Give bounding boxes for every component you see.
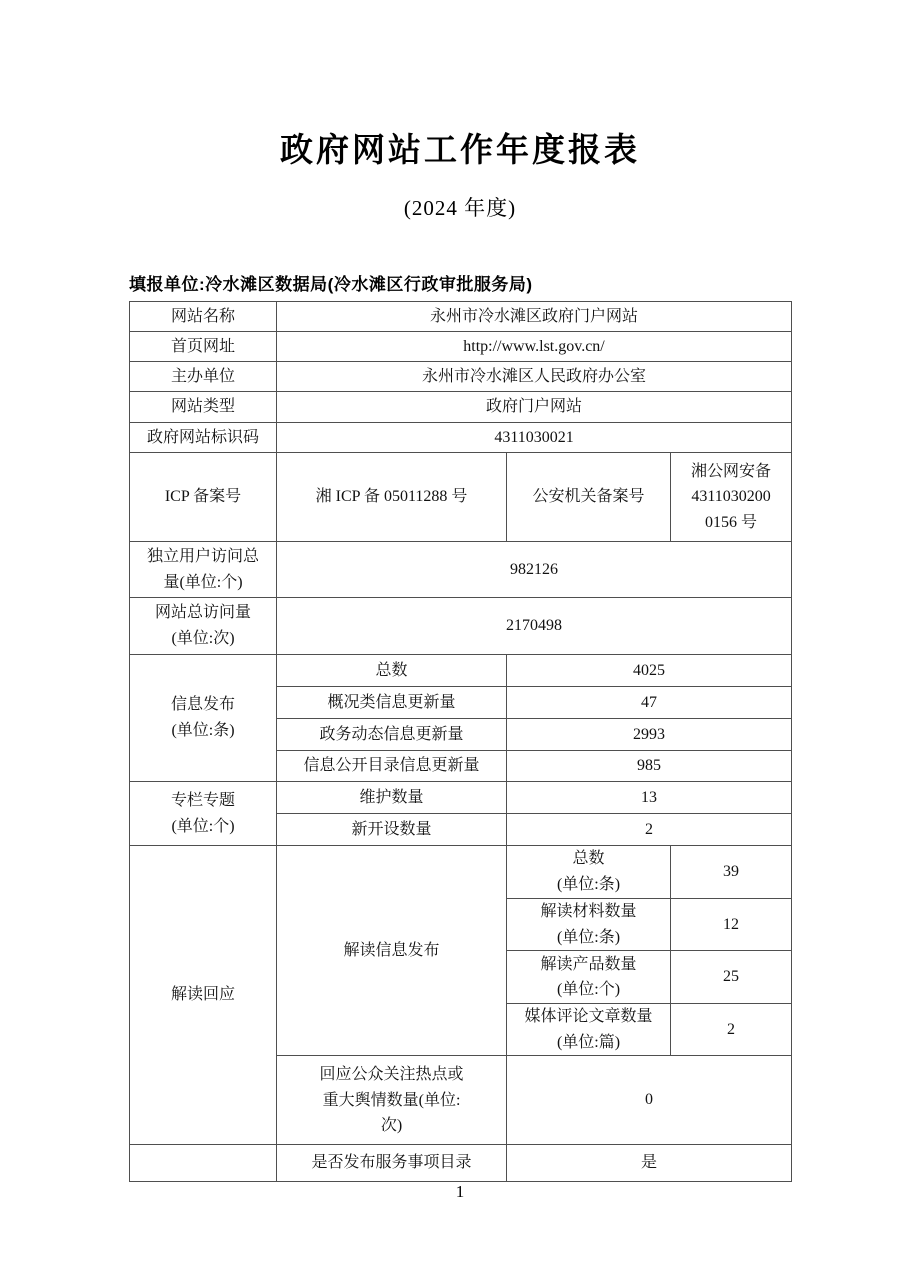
label-line: (单位:个) [171, 817, 235, 835]
homepage-url-value: http://www.lst.gov.cn/ [277, 332, 792, 362]
site-code-label: 政府网站标识码 [130, 423, 277, 453]
new-count-value: 2 [507, 814, 792, 846]
gov-news-update-label: 政务动态信息更新量 [277, 719, 507, 751]
page-number: 1 [455, 1182, 465, 1201]
info-total-value: 4025 [507, 655, 792, 687]
table-row [130, 332, 792, 362]
gov-news-update-value: 2993 [507, 719, 792, 751]
hotspot-response-label [277, 1056, 507, 1145]
info-release-group-label [130, 655, 277, 782]
table-row [130, 392, 792, 423]
info-total-label: 总数 [277, 655, 507, 687]
label-line: (单位:条) [556, 876, 621, 893]
label-line: 解读材料数量 [540, 903, 637, 920]
label-line: 量(单位:个) [163, 573, 243, 591]
label-line: (单位:条) [556, 928, 621, 946]
media-comment-value: 2 [671, 1004, 792, 1056]
website-type-value: 政府门户网站 [277, 392, 792, 423]
interp-total-value: 39 [671, 846, 792, 899]
interpretation-release-label: 解读信息发布 [277, 846, 507, 1056]
table-row [130, 1145, 792, 1182]
label-line: 总数 [572, 850, 605, 868]
website-name-value: 永州市冷水滩区政府门户网站 [277, 302, 792, 332]
new-count-label: 新开设数量 [277, 814, 507, 846]
value-line: 0156 号 [705, 513, 758, 531]
label-line: (单位:次) [171, 630, 235, 647]
overview-update-value: 47 [507, 687, 792, 719]
label-line: 解读产品数量 [540, 955, 637, 973]
police-filing-label: 公安机关备案号 [507, 453, 671, 542]
media-comment-label [507, 1004, 671, 1056]
page-subtitle: (2024 年度) [403, 196, 517, 220]
page-title: 政府网站工作年度报表 [280, 131, 640, 168]
maintained-count-label: 维护数量 [277, 782, 507, 814]
interp-product-label [507, 951, 671, 1004]
table-row [130, 362, 792, 392]
sponsor-value: 永州市冷水滩区人民政府办公室 [277, 362, 792, 392]
reporting-unit-line: 填报单位:冷水滩区数据局(冷水滩区行政审批服务局) [129, 275, 533, 294]
site-code-value: 4311030021 [277, 423, 792, 453]
label-line: 媒体评论文章数量 [524, 1008, 653, 1026]
disclosure-update-value: 985 [507, 751, 792, 782]
website-name-label: 网站名称 [130, 302, 277, 332]
label-line: (单位:条) [171, 722, 235, 739]
overview-update-label: 概况类信息更新量 [277, 687, 507, 719]
icp-filing-value: 湘 ICP 备 05011288 号 [277, 453, 507, 542]
label-line: 独立用户访问总 [146, 547, 259, 565]
total-visits-label [130, 598, 277, 655]
interp-material-label [507, 899, 671, 951]
table-row [130, 542, 792, 598]
table-row [130, 655, 792, 687]
maintained-count-value: 13 [507, 782, 792, 814]
interp-material-value: 12 [671, 899, 792, 951]
website-type-label: 网站类型 [130, 392, 277, 423]
special-topics-group-label [130, 782, 277, 846]
police-filing-value [671, 453, 792, 542]
table-row [130, 782, 792, 814]
value-line: 4311030200 [691, 488, 771, 506]
homepage-url-label: 首页网址 [130, 332, 277, 362]
label-line: (单位:个) [556, 981, 621, 999]
interpretation-group-label: 解读回应 [130, 846, 277, 1145]
table-row [130, 846, 792, 899]
label-line: (单位:篇) [556, 1033, 621, 1051]
empty-cell [130, 1145, 277, 1182]
disclosure-update-label: 信息公开目录信息更新量 [277, 751, 507, 782]
total-visits-value: 2170498 [277, 598, 792, 655]
service-catalog-value: 是 [507, 1145, 792, 1182]
label-line: 次) [380, 1117, 403, 1135]
annual-report-table [129, 301, 792, 1182]
label-line: 信息发布 [170, 696, 235, 714]
interp-total-label [507, 846, 671, 899]
unique-visitors-value: 982126 [277, 542, 792, 598]
interp-product-value: 25 [671, 951, 792, 1004]
unique-visitors-label [130, 542, 277, 598]
hotspot-response-value: 0 [507, 1056, 792, 1145]
value-line: 湘公网安备 [691, 462, 772, 480]
table-row [130, 302, 792, 332]
service-catalog-label: 是否发布服务事项目录 [277, 1145, 507, 1182]
label-line: 网站总访问量 [154, 604, 251, 622]
table-row [130, 598, 792, 655]
label-line: 回应公众关注热点或 [319, 1065, 464, 1083]
label-line: 专栏专题 [170, 791, 235, 809]
label-line: 重大舆情数量(单位: [322, 1091, 461, 1109]
table-row [130, 453, 792, 542]
sponsor-label: 主办单位 [130, 362, 277, 392]
table-row [130, 423, 792, 453]
icp-filing-label: ICP 备案号 [130, 453, 277, 542]
